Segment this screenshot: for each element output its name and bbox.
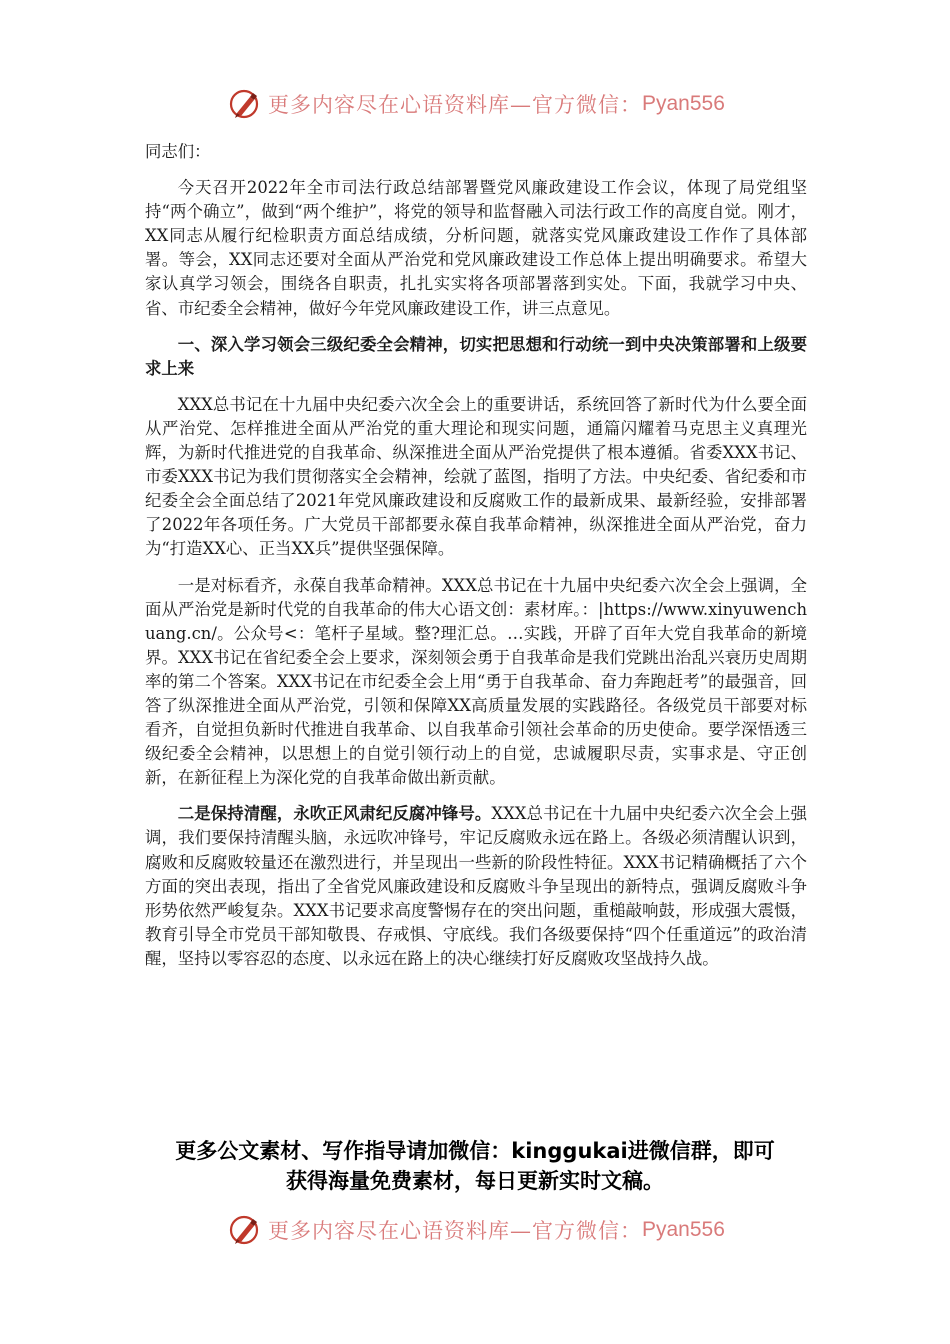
paragraph-3-body: XXX总书记在十九届中央纪委六次全会上强调，我们要保持清醒头脑，永远吹冲锋号，牢记反腐败永远在路上。各级必须清醒认识到，腐败和反腐败较量还在激烈进行，并呈现出一些新的阶段性特征。XXX书记精确概括了六个方面的突出表现，指出了全省党风廉政建设和反腐败斗争呈现出的新特点，强调反腐败斗争形势依然严峻复杂。XXX书记要求高度警惕存在的突出问题，重槌敲响鼓，形成强大震慑，教育引导全市党员干部知敬畏、存戒惧、守底线。我们各级要保持“四个任重道远”的政治清醒，坚持以零容忍的态度、以永远在路上的决心继续打好反腐败攻坚战持久战。 bbox=[145, 804, 807, 968]
paragraph-3-lead: 二是保持清醒，永吹正风肃纪反腐冲锋号。 bbox=[177, 804, 492, 824]
promo-line-2: 获得海量免费素材，每日更新实时文稿。 bbox=[286, 1169, 664, 1193]
section1-paragraph-1: XXX总书记在十九届中央纪委六次全会上的重要讲话，系统回答了新时代为什么要全面从严治党、怎样推进全面从严治党的重大理论和现实问题，通篇闪耀着马克思主义真理光辉，为新时代推进党的自我革命、纵深推进全面从严治党提供了根本遵循。省委XXX书记、市委XXX书记为我们贯彻落实全会精神，绘就了蓝图，指明了方法。中央纪委、省纪委和市纪委全会全面总结了2021年党风廉政建设和反腐败工作的最新成果、最新经验，安排部署了2022年各项任务。广大党员干部都要永葆自我革命精神，纵深推进全面从严治党，奋力为“打造XX心、正当XX兵”提供坚强保障。 bbox=[145, 394, 807, 559]
banner-wechat-id: Pyan556 bbox=[642, 1218, 725, 1241]
website-url[interactable]: https://www.xinyuwenchuang.cn/ bbox=[145, 599, 807, 643]
section1-paragraph-2 bbox=[145, 574, 807, 791]
banner-brand-text: 更多内容尽在心语资料库—官方微信： bbox=[268, 93, 642, 117]
pen-logo-icon bbox=[228, 87, 262, 121]
paragraph-2-text-b: 。公众号<：笔杆子星域。整?理汇总。…实践，开辟了百年大党自我革命的新境界。XXX书记在省纪委全会上要求，深刻领会勇于自我革命是我们党跳出治乱兴衰历史周期率的第二个答案。XXX书记在市纪委全会上用“勇于自我革命、奋力奔跑赶考”的最强音，回答了纵深推进全面从严治党，引领和保障XX高质量发展的实践路径。各级党员干部要对标看齐，自觉担负新时代推进自我革命、以自我革命引领社会革命的历史使命。要学深悟透三级纪委全会精神，以思想上的自觉引领行动上的自觉，忠诚履职尽责，实事求是、守正创新，在新征程上为深化党的自我革命做出新贡献。 bbox=[145, 623, 807, 788]
promo-notice bbox=[120, 1136, 830, 1196]
section1-paragraph-3 bbox=[145, 802, 807, 971]
banner-brand-text: 更多内容尽在心语资料库—官方微信： bbox=[268, 1219, 642, 1243]
paragraph-2-text-a: 一是对标看齐，永葆自我革命精神。XXX总书记在十九届中央纪委六次全会上强调，全面从严治党是新时代党的自我革命的伟大心语文创：素材库。：| bbox=[145, 575, 807, 619]
footer-watermark bbox=[228, 1212, 728, 1248]
banner-wechat-id: Pyan556 bbox=[642, 92, 725, 115]
document-body bbox=[145, 140, 807, 983]
salutation: 同志们： bbox=[145, 142, 211, 161]
intro-paragraph: 今天召开2022年全市司法行政总结部署暨党风廉政建设工作会议，体现了局党组坚持“两个确立”，做到“两个维护”，将党的领导和监督融入司法行政工作的高度自觉。刚才，XX同志从履行纪检职责方面总结成绩，分析问题，就落实党风廉政建设工作作了具体部署。等会，XX同志还要对全面从严治党和党风廉政建设工作总体上提出明确要求。希望大家认真学习领会，围绕各自职责，扎扎实实将各项部署落到实处。下面，我就学习中央、省、市纪委全会精神，做好今年党风廉政建设工作，讲三点意见。 bbox=[145, 178, 807, 318]
header-watermark bbox=[228, 86, 728, 122]
pen-logo-icon bbox=[228, 1213, 262, 1247]
section-heading-1: 一、深入学习领会三级纪委全会精神，切实把思想和行动统一到中央决策部署和上级要求上来 bbox=[145, 334, 807, 378]
promo-line-1: 更多公文素材、写作指导请加微信：kinggukai进微信群，即可 bbox=[175, 1139, 775, 1163]
